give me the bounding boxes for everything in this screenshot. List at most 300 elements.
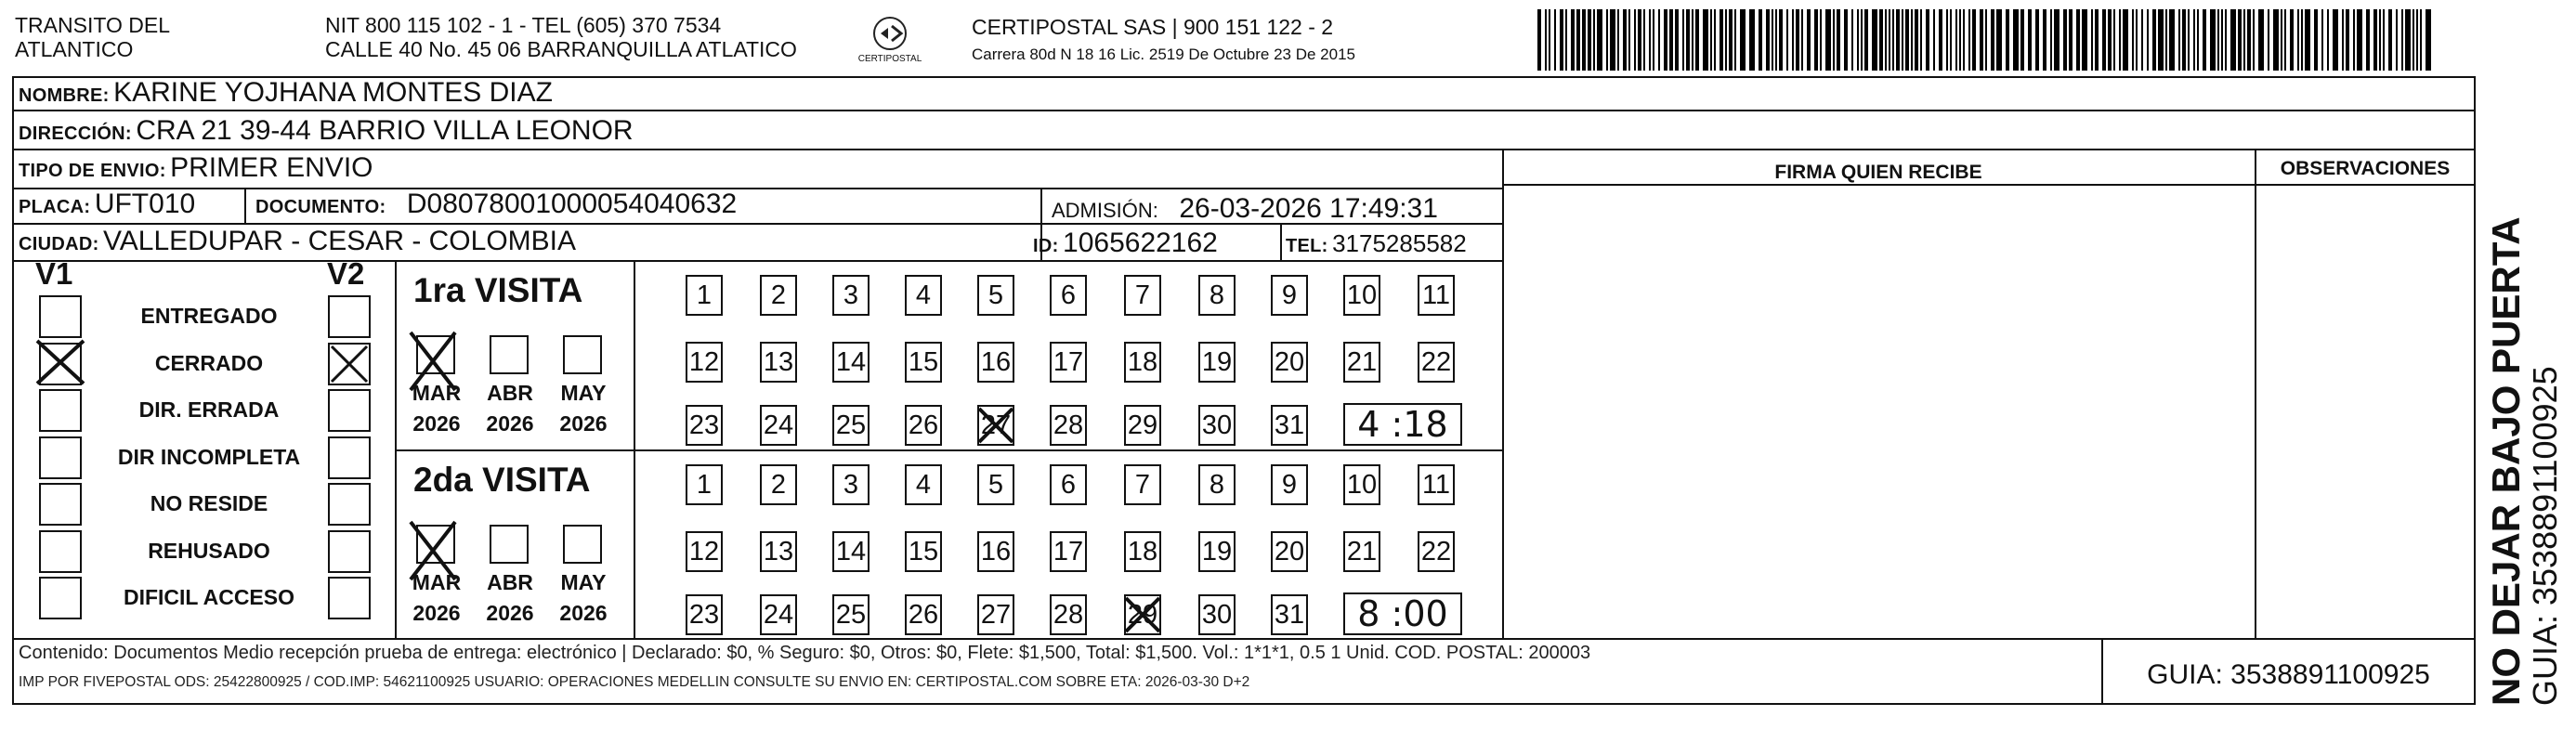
barcode-bar [1825,9,1831,71]
barcode-bar [1554,9,1556,71]
month-label: MAY [560,570,607,594]
day-box-22[interactable]: 22 [1418,531,1455,572]
barcode-bar [2388,9,2392,71]
id-value: 1065622162 [1063,228,1218,258]
day-box-26[interactable]: 26 [905,594,942,635]
status-option-label: DIFICIL ACCESO [123,585,294,609]
direccion-row [19,115,634,147]
barcode-bar [2357,9,2362,71]
barcode-bar [1814,9,1818,71]
barcode-bar [1597,9,1602,71]
barcode-bar [1946,9,1948,71]
barcode-bar [2383,9,2385,71]
barcode-bar [1892,9,1894,71]
barcode-bar [1549,9,1550,71]
v2-check-mark [328,343,371,385]
day-box-19[interactable]: 19 [1198,531,1236,572]
barcode-bar [2301,9,2303,71]
visit-title: 1ra VISITA [413,271,583,309]
barcode-bar [2420,9,2422,71]
nit-line: NIT 800 115 102 - 1 - TEL (605) 370 7534 [325,13,722,37]
barcode-bar [2203,9,2206,71]
barcode-bar [1628,9,1630,71]
day-box-17[interactable]: 17 [1050,531,1087,572]
barcode-bar [2238,9,2242,71]
day-box-27[interactable]: 27 [977,594,1014,635]
barcode-bar [1720,9,1723,71]
day-box-23[interactable]: 23 [686,405,723,446]
day-box-24[interactable]: 24 [760,405,797,446]
barcode-bar [1606,9,1608,71]
barcode-bar [1729,9,1733,71]
barcode-bar [2035,9,2039,71]
barcode-bar [2136,9,2138,71]
barcode-bar [2268,9,2269,71]
day-box-31[interactable]: 31 [1271,594,1308,635]
day-box-18[interactable]: 18 [1124,342,1161,383]
ciudad-value: VALLEDUPAR - CESAR - COLOMBIA [103,226,577,256]
barcode-bar [1675,9,1679,71]
day-box-20[interactable]: 20 [1271,531,1308,572]
barcode-bar [2158,9,2164,71]
barcode-bar [2178,9,2180,71]
barcode-bar [1833,9,1835,71]
barcode-bar [2230,9,2236,71]
day-box-5[interactable]: 5 [977,464,1014,505]
barcode-bar [2396,9,2398,71]
barcode-bar [2281,9,2282,71]
status-option-label: ENTREGADO [140,304,278,328]
barcode-bar [2193,9,2195,71]
barcode-bar [1902,9,1903,71]
v1-check-mark [33,337,87,387]
barcode-bar [2426,9,2431,71]
day-box-30[interactable]: 30 [1198,405,1236,446]
day-box-8[interactable]: 8 [1198,275,1236,316]
barcode-bar [2333,9,2338,71]
visit-time-box[interactable]: 8 :00 [1343,592,1462,635]
status-option-label: DIR INCOMPLETA [117,444,301,469]
day-box-24[interactable]: 24 [760,594,797,635]
barcode-bar [1896,9,1900,71]
barcode-bar [2327,9,2329,71]
barcode-bar [2413,9,2414,71]
day-box-11[interactable]: 11 [1418,275,1455,316]
day-box-3[interactable]: 3 [832,275,870,316]
barcode-bar [2379,9,2381,71]
barcode-bar [1649,9,1651,71]
barcode-bar [2416,9,2418,71]
v1-checkbox[interactable] [39,389,82,432]
rule-1 [12,110,2476,111]
barcode-bar [2132,9,2134,71]
day-box-9[interactable]: 9 [1271,275,1308,316]
rule-visit-separator [395,449,1502,451]
barcode-bar [1926,9,1929,71]
barcode-bar [1972,9,1976,71]
barcode-bar [1885,9,1887,71]
barcode-bar [2147,9,2149,71]
barcode-bar [1634,9,1636,71]
observations-area[interactable] [2257,189,2473,635]
barcode-bar [1734,9,1736,71]
barcode-bar [2247,9,2251,71]
day-box-25[interactable]: 25 [832,594,870,635]
documento-label: DOCUMENTO: [255,197,386,217]
id-row [1033,228,1218,259]
barcode-bar [1955,9,1957,71]
barcode-bar [2243,9,2245,71]
day-check-mark [1122,594,1163,635]
day-box-14[interactable]: 14 [832,531,870,572]
month-checkbox[interactable] [490,335,529,374]
divider-placa [244,188,246,223]
tipo-envio-row [19,152,373,184]
status-option-label: NO RESIDE [150,491,268,515]
barcode-bar [1593,9,1595,71]
v1-checkbox[interactable] [39,295,82,338]
barcode-bar [2346,9,2349,71]
barcode-bar [2258,9,2264,71]
year-label: 2026 [559,601,608,625]
day-box-15[interactable]: 15 [905,531,942,572]
day-box-22[interactable]: 22 [1418,342,1455,383]
barcode-bar [1588,9,1591,71]
v2-checkbox[interactable] [328,436,371,479]
barcode-bar [1950,9,1952,71]
barcode-bar [1861,9,1863,71]
v1-label: V1 [35,256,73,291]
barcode-bar [1710,9,1712,71]
rule-2 [12,149,2476,150]
barcode-bar [1980,9,1983,71]
barcode-bar [1775,9,1777,71]
barcode-bar [1560,9,1563,71]
day-box-12[interactable]: 12 [686,342,723,383]
placa-row [19,189,195,220]
barcode-bar [1820,9,1822,71]
rule-3 [12,188,1502,189]
barcode-bar [1669,9,1673,71]
day-box-1[interactable]: 1 [686,464,723,505]
month-label: ABR [487,381,533,405]
barcode-bar [1796,9,1799,71]
barcode-bar [2366,9,2370,71]
rule-footer [12,638,2476,640]
barcode-bar [2054,9,2059,71]
day-box-27[interactable]: 27 [977,405,1014,446]
divider-observations [2255,149,2256,638]
v2-checkbox[interactable] [328,530,371,573]
day-box-30[interactable]: 30 [1198,594,1236,635]
nombre-value: KARINE YOJHANA MONTES DIAZ [113,77,553,108]
barcode-bar [2069,9,2073,71]
barcode-bar [1610,9,1615,71]
day-box-7[interactable]: 7 [1124,275,1161,316]
tel-value: 3175285582 [1332,229,1467,257]
barcode-bar [1749,9,1755,71]
license-line: Carrera 80d N 18 16 Lic. 2519 De Octubre 23 De 2015 [972,46,1355,63]
month-checkbox[interactable] [490,525,529,564]
rule-5 [12,260,1502,262]
tipo-envio-label: TIPO DE ENVIO: [19,161,166,181]
barcode-bar [2119,9,2121,71]
rule-signature-header [1502,184,2476,186]
barcode-bar [2095,9,2099,71]
barcode-bar [2006,9,2009,71]
day-box-18[interactable]: 18 [1124,531,1161,572]
day-box-13[interactable]: 13 [760,531,797,572]
v2-checkbox[interactable] [328,295,371,338]
org-name-line1: TRANSITO DEL [15,13,170,37]
year-label: 2026 [559,411,608,436]
barcode-bar [2217,9,2219,71]
ciudad-label: CIUDAD: [19,234,99,254]
day-box-10[interactable]: 10 [1343,464,1380,505]
day-box-17[interactable]: 17 [1050,342,1087,383]
month-checkbox[interactable] [563,525,602,564]
barcode-bar [1571,9,1575,71]
v2-label: V2 [327,256,365,291]
v1-checkbox[interactable] [39,530,82,573]
month-check-mark [407,518,459,583]
barcode-bar [1779,9,1783,71]
nombre-label: NOMBRE: [19,85,110,106]
barcode-bar [2353,9,2355,71]
day-box-8[interactable]: 8 [1198,464,1236,505]
barcode-bar [1545,9,1547,71]
barcode-bar [1857,9,1859,71]
day-box-3[interactable]: 3 [832,464,870,505]
barcode-bar [1695,9,1699,71]
day-box-4[interactable]: 4 [905,275,942,316]
admision-label: ADMISIÓN: [1052,199,1158,222]
barcode-bar [2152,9,2156,71]
month-check-mark [407,329,459,394]
barcode-bar [2284,9,2286,71]
day-box-10[interactable]: 10 [1343,275,1380,316]
id-label: ID: [1033,236,1059,256]
barcode-bar [1933,9,1935,71]
barcode-bar [2013,9,2019,71]
day-box-29[interactable]: 29 [1124,594,1161,635]
firma-label: FIRMA QUIEN RECIBE [1774,162,1982,183]
barcode-bar [2305,9,2310,71]
day-box-13[interactable]: 13 [760,342,797,383]
day-box-5[interactable]: 5 [977,275,1014,316]
day-box-6[interactable]: 6 [1050,464,1087,505]
day-box-28[interactable]: 28 [1050,594,1087,635]
day-box-29[interactable]: 29 [1124,405,1161,446]
barcode-bar [2297,9,2299,71]
status-option-label: CERRADO [154,350,264,375]
barcode-bar [1920,9,1922,71]
day-box-9[interactable]: 9 [1271,464,1308,505]
barcode-bar [1714,9,1716,71]
barcode-bar [1582,9,1586,71]
day-box-25[interactable]: 25 [832,405,870,446]
barcode-bar [2050,9,2052,71]
barcode-bar [1801,9,1803,71]
visit-time-box[interactable]: 4 :18 [1343,403,1462,446]
v1-checkbox[interactable] [39,436,82,479]
barcode-bar [1991,9,1994,71]
org-name [15,13,170,61]
barcode-bar [1725,9,1727,71]
barcode-bar [1740,9,1746,71]
status-option-label: REHUSADO [148,538,270,563]
barcode-bar [1939,9,1942,71]
barcode-bar [2076,9,2080,71]
divider-signature [1502,149,1504,638]
v2-checkbox[interactable] [328,483,371,526]
tel-label: TEL: [1286,236,1328,256]
barcode-bar [1963,9,1965,71]
barcode-bar [2113,9,2115,71]
barcode-bar [2165,9,2167,71]
observaciones-label: OBSERVACIONES [2280,158,2451,179]
barcode-bar [1653,9,1654,71]
day-box-16[interactable]: 16 [977,531,1014,572]
day-box-21[interactable]: 21 [1343,531,1380,572]
certipostal-logo [853,11,927,69]
barcode-bar [1959,9,1961,71]
barcode-bar [1968,9,1970,71]
barcode-bar [2108,9,2112,71]
v1-checkbox[interactable] [39,577,82,619]
barcode-bar [2141,9,2143,71]
day-box-12[interactable]: 12 [686,531,723,572]
direccion-label: DIRECCIÓN: [19,124,132,144]
visit-title: 2da VISITA [413,461,591,499]
divider-tel [1280,223,1282,260]
barcode-bar [2082,9,2087,71]
tel-row [1286,229,1467,258]
barcode-bar [2221,9,2223,71]
barcode-bar [2182,9,2186,71]
day-box-6[interactable]: 6 [1050,275,1087,316]
day-box-28[interactable]: 28 [1050,405,1087,446]
v1-checkbox[interactable] [39,483,82,526]
day-box-11[interactable]: 11 [1418,464,1455,505]
month-label: MAR [412,381,462,405]
barcode-bar [1985,9,1987,71]
barcode-bar [2197,9,2199,71]
year-label: 2026 [412,601,461,625]
barcode-bar [1638,9,1641,71]
direccion-value: CRA 21 39-44 BARRIO VILLA LEONOR [136,115,634,146]
barcode-bar [1889,9,1890,71]
day-box-7[interactable]: 7 [1124,464,1161,505]
barcode-bar [2043,9,2046,71]
barcode-bar [1786,9,1788,71]
barcode-bar [1872,9,1877,71]
barcode-bar [1759,9,1762,71]
v2-checkbox[interactable] [328,577,371,619]
barcode-bar [2188,9,2190,71]
barcode-bar [2290,9,2294,71]
day-box-26[interactable]: 26 [905,405,942,446]
barcode-bar [1664,9,1667,71]
org-contact [325,13,797,61]
guia-box: GUIA: 3538891100925 [2147,659,2430,690]
barcode-bar [2342,9,2344,71]
barcode-bar [2169,9,2175,71]
barcode-bar [1837,9,1840,71]
barcode-bar [1576,9,1580,71]
barcode-bar [1565,9,1567,71]
side-text [2486,93,2564,706]
barcode-bar [2020,9,2024,71]
barcode-bar [2253,9,2255,71]
signature-area[interactable] [1505,189,2253,635]
day-box-21[interactable]: 21 [1343,342,1380,383]
month-label: ABR [487,570,533,594]
barcode-bar [1807,9,1811,71]
day-box-2[interactable]: 2 [760,464,797,505]
barcode-bar [1905,9,1909,71]
status-option-label: DIR. ERRADA [138,397,280,422]
day-box-16[interactable]: 16 [977,342,1014,383]
barcode-bar [1772,9,1773,71]
day-box-4[interactable]: 4 [905,464,942,505]
barcode-bar [1792,9,1794,71]
logo-text: CERTIPOSTAL [857,54,922,64]
barcode-bar [2063,9,2067,71]
barcode-bar [1643,9,1645,71]
day-box-31[interactable]: 31 [1271,405,1308,446]
day-box-20[interactable]: 20 [1271,342,1308,383]
barcode-bar [2123,9,2128,71]
barcode-bar [2314,9,2318,71]
placa-value: UFT010 [94,189,196,219]
barcode-bar [2210,9,2216,71]
barcode-bar [2091,9,2093,71]
day-box-1[interactable]: 1 [686,275,723,316]
placa-label: PLACA: [19,197,91,217]
barcode-bar [2405,9,2411,71]
barcode-bar [2401,9,2403,71]
company-line: CERTIPOSTAL SAS | 900 151 122 - 2 [972,15,1334,39]
barcode-bar [2373,9,2377,71]
barcode-bar [1537,9,1541,71]
barcode-bar [1851,9,1853,71]
documento-value: D08078001000054040632 [406,189,738,219]
admision-value: 26-03-2026 17:49:31 [1179,193,1438,224]
day-box-2[interactable]: 2 [760,275,797,316]
day-box-19[interactable]: 19 [1198,342,1236,383]
barcode-bar [1617,9,1619,71]
tipo-envio-value: PRIMER ENVIO [170,152,373,183]
month-checkbox[interactable] [563,335,602,374]
day-box-23[interactable]: 23 [686,594,723,635]
month-label: MAY [560,381,607,405]
nombre-row [19,77,553,109]
day-box-14[interactable]: 14 [832,342,870,383]
day-check-mark [975,405,1016,446]
barcode [1537,9,2434,71]
side-main: NO DEJAR BAJO PUERTA [2484,216,2528,706]
barcode-bar [2102,9,2106,71]
barcode-bar [1682,9,1684,71]
barcode-bar [1879,9,1883,71]
v2-checkbox[interactable] [328,389,371,432]
barcode-bar [2225,9,2227,71]
day-box-15[interactable]: 15 [905,342,942,383]
barcode-bar [2321,9,2323,71]
documento-row [255,189,737,220]
barcode-bar [1864,9,1868,71]
